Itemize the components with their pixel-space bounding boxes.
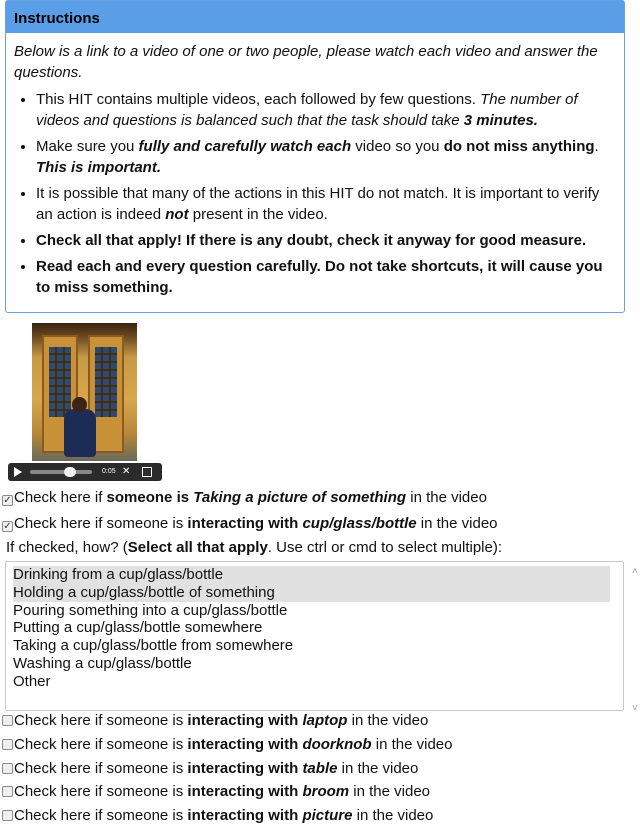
select-option[interactable]: Pouring something into a cup/glass/bottle [13, 601, 288, 619]
checkbox-broom[interactable] [2, 786, 13, 797]
video-controls [8, 463, 162, 481]
instruction-item: • Check all that apply! If there is any doubt, check it anyway for good measure. [36, 230, 616, 251]
select-option[interactable]: Other [13, 672, 51, 690]
instruction-item: • Make sure you fully and carefully watch each video so you do not miss anything. This is important. [36, 136, 616, 178]
video-frame[interactable] [32, 323, 137, 461]
select-option[interactable]: Holding a cup/glass/bottle of something [13, 584, 610, 602]
question-laptop[interactable]: Check here if someone is interacting with laptop in the video [2, 710, 428, 731]
scroll-up-icon[interactable]: ˄ [632, 566, 638, 577]
checkbox-picture[interactable] [2, 810, 13, 821]
instructions-heading: Instructions [6, 1, 624, 33]
cup-action-select[interactable] [5, 561, 624, 711]
howto-label: If checked, how? (Select all that apply. Use ctrl or cmd to select multiple): [6, 539, 503, 556]
question-taking-picture[interactable]: ✓ Check here if someone is Taking a picture of something in the video [3, 489, 487, 506]
instructions-intro: Below is a link to a video of one or two people, please watch each video and answer the questions. [14, 43, 598, 81]
video-time: 0:05 [102, 468, 116, 475]
instruction-item: • It is possible that many of the actions in this HIT do not match. It is important to verify an action is indeed not present in the video. [36, 183, 616, 225]
instructions-list [14, 89, 616, 298]
question-cup[interactable]: ✓ Check here if someone is interacting with cup/glass/bottle in the video [3, 515, 498, 532]
fullscreen-icon[interactable] [142, 467, 152, 477]
select-option[interactable]: Washing a cup/glass/bottle [13, 654, 192, 672]
question-doorknob[interactable]: Check here if someone is interacting with doorknob in the video [2, 734, 452, 755]
select-option[interactable]: Taking a cup/glass/bottle from somewhere [13, 637, 294, 655]
checkbox-laptop[interactable] [2, 715, 13, 726]
checkbox-doorknob[interactable] [2, 739, 13, 750]
select-option[interactable]: Drinking from a cup/glass/bottle [13, 566, 610, 584]
checkbox-table[interactable] [2, 763, 13, 774]
instruction-item: • This HIT contains multiple videos, each followed by few questions. The number of videos and questions is balanced such that the task should take 3 minutes. [36, 89, 616, 131]
play-icon[interactable] [14, 467, 22, 477]
checkbox-cup[interactable]: ✓ [3, 521, 12, 532]
checkbox-taking-picture[interactable]: ✓ [3, 495, 12, 506]
select-option[interactable]: Putting a cup/glass/bottle somewhere [13, 619, 263, 637]
question-table[interactable]: Check here if someone is interacting with table in the video [2, 758, 418, 779]
person-figure [64, 409, 96, 457]
progress-bar[interactable] [30, 470, 92, 474]
question-picture[interactable]: Check here if someone is interacting with picture in the video [2, 805, 433, 826]
question-broom[interactable]: Check here if someone is interacting with broom in the video [2, 781, 430, 802]
mute-icon[interactable]: ✕ [122, 466, 131, 477]
scroll-down-icon[interactable]: ˅ [632, 703, 638, 714]
video-player[interactable] [8, 323, 162, 481]
volume-slider[interactable] [64, 467, 76, 477]
instruction-item: • Read each and every question carefully. Do not take shortcuts, it will cause you to miss something. [36, 256, 616, 298]
instructions-panel [5, 0, 625, 313]
